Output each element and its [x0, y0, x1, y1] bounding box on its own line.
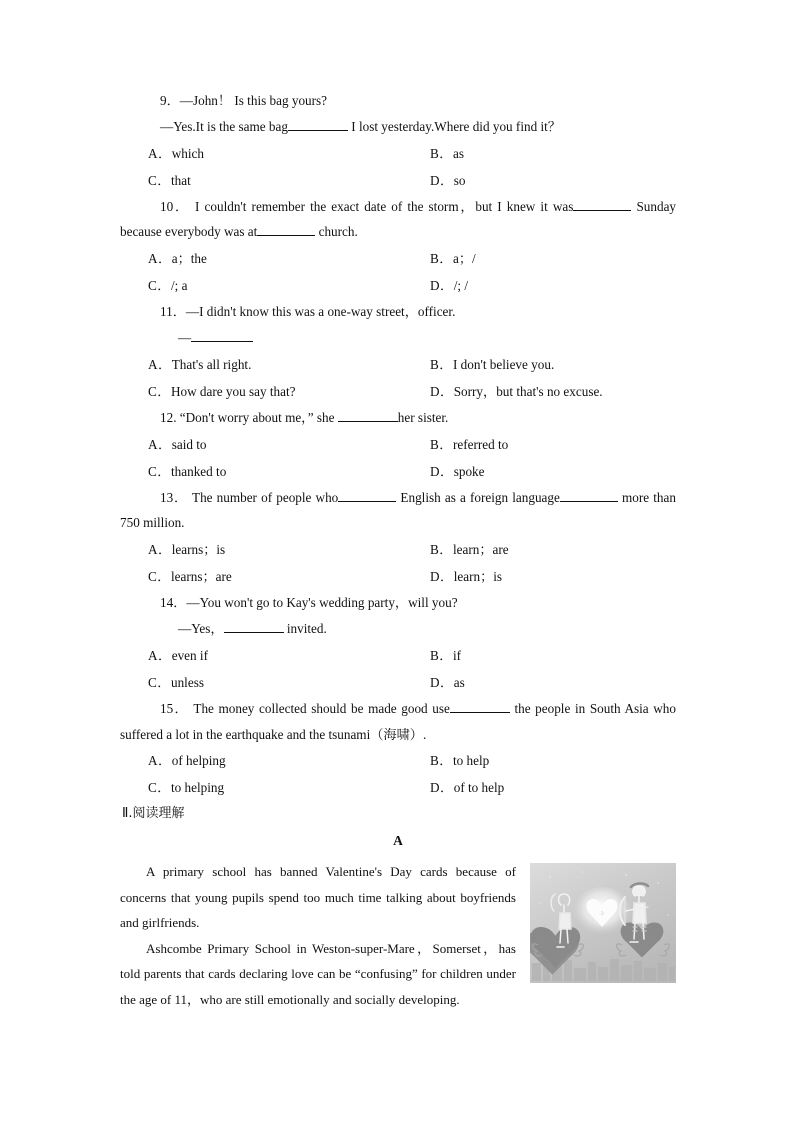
option-d-9-label: D． — [430, 172, 454, 188]
question-10-text-b: Sunday because everybody was at — [120, 198, 677, 240]
answer-blank[interactable] — [191, 341, 253, 342]
option-a-15-text: of helping — [171, 753, 226, 769]
question-14-stem-line-1 — [120, 590, 676, 616]
question-10-text-c: church. — [315, 224, 358, 240]
answer-blank[interactable] — [257, 235, 315, 236]
option-c-11-text: How dare you say that? — [170, 383, 296, 399]
option-d-11-text: Sorry，but that's no excuse. — [453, 383, 603, 399]
answer-blank[interactable] — [338, 501, 396, 502]
option-a-13-label: A． — [148, 542, 172, 558]
option-d-13-label: D． — [430, 569, 454, 585]
option-c-13[interactable] — [120, 563, 398, 590]
page-content — [120, 88, 676, 1012]
question-11-options-row-2 — [120, 378, 676, 405]
question-9-stem-line-2 — [120, 114, 676, 140]
option-d-11[interactable] — [398, 378, 676, 405]
option-a-10-text: a；the — [171, 251, 207, 267]
valentines-illustration — [530, 863, 676, 983]
option-b-9-label: B． — [430, 145, 453, 161]
question-9-number: 9． — [160, 93, 180, 108]
question-14-number: 14． — [160, 595, 187, 611]
answer-blank[interactable] — [560, 501, 618, 502]
option-a-12[interactable] — [120, 431, 398, 458]
question-14-options-row-1 — [120, 642, 676, 669]
option-c-11-label: C． — [148, 383, 171, 399]
option-b-14-label: B． — [430, 647, 453, 663]
option-d-10-text: /; / — [453, 278, 469, 294]
option-b-10[interactable] — [398, 245, 676, 272]
option-b-11-label: B． — [430, 356, 453, 372]
question-11-stem-line-1 — [120, 299, 676, 325]
option-c-15[interactable] — [120, 774, 398, 801]
option-d-10[interactable] — [398, 272, 676, 299]
question-9-text-2b: I lost yesterday.Where did you find it？ — [347, 118, 561, 134]
option-a-15[interactable] — [120, 747, 398, 774]
question-11-stem-line-2 — [120, 325, 676, 351]
question-13-text-c: more than 750 million. — [120, 489, 676, 531]
option-a-9[interactable] — [120, 140, 398, 167]
question-10-options-row-2 — [120, 272, 676, 299]
option-a-14-text: even if — [171, 647, 208, 663]
section-heading-reading: Ⅱ.阅读理解 — [122, 806, 185, 822]
question-14-text-2a: —Yes， — [178, 620, 224, 636]
question-15-text-a: The money collected should be made good use — [189, 700, 450, 716]
option-b-15-text: to help — [452, 753, 490, 769]
question-13-number: 13． — [160, 489, 189, 505]
option-b-10-label: B． — [430, 251, 453, 267]
option-b-14-text: if — [452, 647, 462, 663]
question-block-12 — [120, 405, 676, 485]
option-d-9[interactable] — [398, 167, 676, 194]
question-15-number: 15． — [160, 700, 190, 716]
option-d-11-label: D． — [430, 383, 454, 399]
question-block-9 — [120, 88, 676, 194]
option-b-12-text: referred to — [452, 436, 509, 452]
option-c-14-label: C． — [148, 674, 171, 690]
option-d-15[interactable] — [398, 774, 676, 801]
question-11-text-1: —I didn't know this was a one-way street，officer. — [185, 304, 456, 320]
option-c-12-text: thanked to — [170, 463, 227, 479]
question-block-10 — [120, 194, 676, 300]
question-15-stem — [120, 696, 676, 748]
question-13-stem — [120, 485, 676, 537]
option-c-12[interactable] — [120, 458, 398, 485]
question-12-options-row-1 — [120, 431, 676, 458]
option-a-10-label: A． — [148, 251, 172, 267]
question-12-stem — [120, 405, 676, 431]
option-c-12-label: C． — [148, 463, 171, 479]
question-9-options-row-2 — [120, 167, 676, 194]
question-13-text-b: English as a foreign language — [396, 489, 560, 505]
option-c-9-label: C． — [148, 172, 171, 188]
option-c-15-text: to helping — [170, 780, 225, 796]
option-a-13-text: learns；is — [171, 542, 226, 558]
question-9-options-row-1 — [120, 140, 676, 167]
question-11-number: 11． — [160, 304, 186, 320]
option-b-11[interactable] — [398, 351, 676, 378]
option-a-9-label: A． — [148, 145, 172, 161]
option-a-11-text: That's all right. — [171, 356, 252, 372]
option-a-11-label: A． — [148, 356, 172, 372]
question-11-options-row-1 — [120, 351, 676, 378]
option-b-11-text: I don't believe you. — [452, 356, 555, 372]
question-block-14 — [120, 590, 676, 696]
question-9-text-2a: —Yes.It is the same bag — [160, 118, 288, 134]
option-d-12-text: spoke — [453, 463, 485, 479]
option-b-9-text: as — [452, 145, 464, 161]
option-a-14[interactable] — [120, 642, 398, 669]
question-12-text-a: “Don't worry about me，” she — [176, 409, 338, 425]
option-d-14-text: as — [453, 674, 465, 690]
option-a-12-label: A． — [148, 436, 172, 452]
passage-paragraph-2: Ashcombe Primary School in Weston-super-Mare，Somerset，has told parents that cards declaring love can be “confusing” for children under the age of 11，who are still emotionally and socially developing. — [120, 940, 516, 1007]
option-c-11[interactable] — [120, 378, 398, 405]
option-c-10[interactable] — [120, 272, 398, 299]
option-c-9-text: that — [170, 172, 191, 188]
question-15-text-b: the people in South Asia who suffered a lot in the earthquake and the tsunami（海啸）. — [120, 700, 676, 742]
answer-blank[interactable] — [338, 421, 398, 422]
option-c-13-text: learns；are — [170, 569, 232, 585]
question-10-number: 10． — [160, 198, 190, 214]
option-d-14[interactable] — [398, 669, 676, 696]
option-c-9[interactable] — [120, 167, 398, 194]
question-12-text-b: her sister. — [397, 409, 449, 425]
question-14-options-row-2 — [120, 669, 676, 696]
option-d-12[interactable] — [398, 458, 676, 485]
option-b-15[interactable] — [398, 747, 676, 774]
option-a-12-text: said to — [171, 436, 207, 452]
question-13-options-row-1 — [120, 536, 676, 563]
option-a-11[interactable] — [120, 351, 398, 378]
option-b-14[interactable] — [398, 642, 676, 669]
option-b-13[interactable] — [398, 536, 676, 563]
option-a-14-label: A． — [148, 647, 172, 663]
answer-blank[interactable] — [288, 130, 348, 131]
question-9-stem-line-1 — [120, 88, 676, 114]
question-15-options-row-2 — [120, 774, 676, 801]
reading-passage-a — [120, 859, 676, 1012]
answer-blank[interactable] — [573, 210, 631, 211]
option-d-14-label: D． — [430, 674, 454, 690]
option-b-15-label: B． — [430, 753, 453, 769]
option-d-13-text: learn；is — [453, 569, 503, 585]
option-c-14-text: unless — [170, 674, 204, 690]
option-d-15-label: D． — [430, 780, 454, 796]
option-a-13[interactable] — [120, 536, 398, 563]
option-c-13-label: C． — [148, 569, 171, 585]
question-14-stem-line-2 — [120, 616, 676, 642]
answer-blank[interactable] — [450, 712, 510, 713]
option-b-13-text: learn；are — [452, 542, 509, 558]
option-d-9-text: so — [453, 172, 466, 188]
question-13-text-a: The number of people who — [188, 489, 339, 505]
valentines-illustration-graphic — [530, 863, 676, 983]
question-block-15 — [120, 696, 676, 802]
question-10-text-a: I couldn't remember the exact date of the storm，but I knew it was — [189, 198, 574, 214]
passage-paragraph-1: A primary school has banned Valentine's Day cards because of concerns that young pupils spend too much time talking about boyfriends and girlfriends. — [120, 864, 516, 931]
question-14-text-1: —You won't go to Kay's wedding party，will you? — [186, 595, 458, 611]
passage-label-a: A — [393, 833, 403, 849]
question-10-options-row-1 — [120, 245, 676, 272]
option-c-15-label: C． — [148, 780, 171, 796]
option-c-10-label: C． — [148, 278, 171, 294]
option-d-15-text: of to help — [453, 780, 505, 796]
question-13-options-row-2 — [120, 563, 676, 590]
option-b-9[interactable] — [398, 140, 676, 167]
question-12-number: 12. — [160, 409, 177, 425]
question-9-text-1: —John！ Is this bag yours? — [179, 93, 328, 108]
option-b-10-text: a；/ — [452, 251, 476, 267]
option-a-10[interactable] — [120, 245, 398, 272]
option-c-14[interactable] — [120, 669, 398, 696]
option-c-10-text: /; a — [170, 278, 188, 294]
answer-blank[interactable] — [224, 632, 284, 633]
option-a-9-text: which — [171, 145, 204, 161]
question-12-options-row-2 — [120, 458, 676, 485]
question-block-13 — [120, 485, 676, 591]
option-d-10-label: D． — [430, 278, 454, 294]
option-a-15-label: A． — [148, 753, 172, 769]
svg-text:·Ɔ·: ·Ɔ· — [599, 911, 605, 917]
question-14-text-2b: invited. — [283, 620, 327, 636]
option-d-12-label: D． — [430, 463, 454, 479]
question-15-options-row-1 — [120, 747, 676, 774]
option-b-12-label: B． — [430, 436, 453, 452]
option-b-12[interactable] — [398, 431, 676, 458]
question-10-stem — [120, 194, 676, 246]
option-d-13[interactable] — [398, 563, 676, 590]
question-11-dash: — — [178, 329, 192, 345]
option-b-13-label: B． — [430, 542, 453, 558]
question-block-11 — [120, 299, 676, 405]
